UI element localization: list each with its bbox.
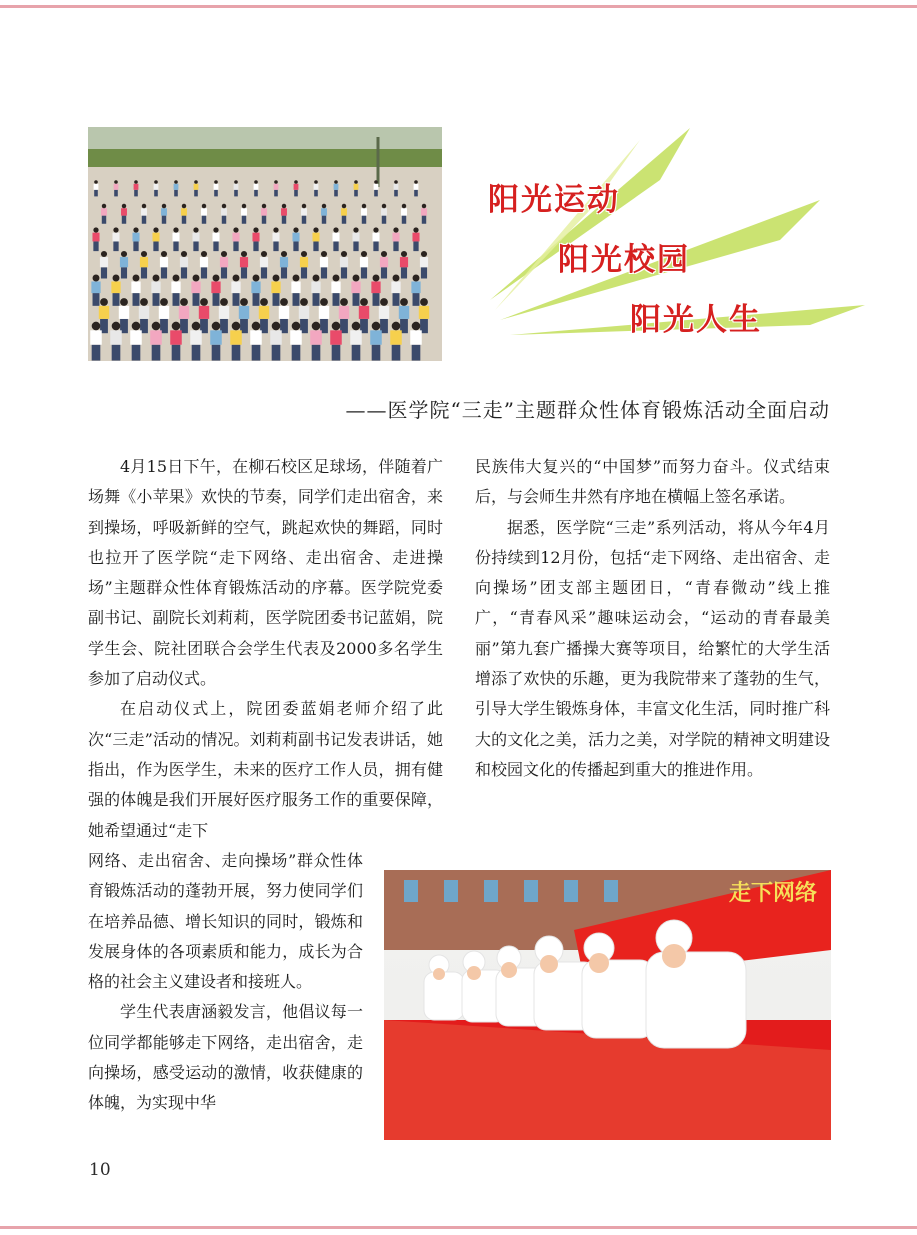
crowd-person-72 [171,275,180,306]
crowd-person-71 [151,275,160,306]
crowd-person-112 [290,322,302,361]
crowd-person-88 [159,298,169,333]
crowd-person-99 [379,298,389,333]
paragraph-1: 4月15日下午，在柳石校区足球场，伴随着广场舞《小苹果》欢快的节奏，同学们走出宿舍，来到操场，呼吸新鲜的空气，跳起欢快的舞蹈，同时也拉开了医学院“走下网络、走出宿舍、走进操场”主题群众性体育锻炼活动的序幕。医学院党委副书记、副院长刘莉莉，医学院团委书记蓝娟，院学生会、院社团联合会学生代表及2000多名学生参加了启动仪式。 [88,457,443,689]
photo-banner-text: 走下网络 [729,881,818,906]
paragraph-2-continued: 网络、走出宿舍、走向操场”群众性体育锻炼活动的蓬勃开展，努力使同学们在培养品德、增长知识的同时，锻炼和发展身体的各项素质和能力，成长为合格的社会主义建设者和接班人。 [88,851,363,992]
crowd-person-48 [372,227,379,251]
crowd-person-2 [134,180,139,196]
crowd-person-21 [181,204,187,224]
crowd-person-8 [254,180,259,196]
crowd-person-45 [312,227,319,251]
crowd-person-86 [119,298,129,333]
crowd-person-63 [340,251,348,279]
left-narrow-column [88,846,363,1119]
crowd-person-68 [91,275,100,306]
crowd-person-6 [214,180,219,196]
crowd-person-70 [131,275,140,306]
crowd-person-5 [194,180,199,196]
crowd-person-56 [200,251,208,279]
crowd-person-18 [121,204,127,224]
slogan-block [480,120,870,350]
crowd-person-104 [130,322,142,361]
crowd-person-35 [112,227,119,251]
crowd-person-12 [334,180,339,196]
crowd-person-16 [414,180,419,196]
crowd-person-116 [370,322,382,361]
slogan-line-1: 阳光运动 [488,182,620,218]
crowd-person-50 [412,227,419,251]
paragraph-3-continued: 民族伟大复兴的“中国梦”而努力奋斗。仪式结束后，与会师生井然有序地在横幅上签名承诺。 [475,457,830,507]
paragraph-3: 学生代表唐涵毅发言，他倡议每一位同学都能够走下网络，走出宿舍，走向操场，感受运动的激情，收获健康的体魄，为实现中华 [88,1002,363,1113]
crowd-person-3 [154,180,159,196]
crowd-person-108 [210,322,222,361]
crowd-person-29 [341,204,347,224]
nurses-signing-photo [384,870,831,1140]
crowd-person-77 [271,275,280,306]
crowd-person-13 [354,180,359,196]
crowd-person-47 [352,227,359,251]
crowd-person-37 [152,227,159,251]
crowd-person-30 [361,204,367,224]
crowd-person-59 [260,251,268,279]
crowd-person-31 [381,204,387,224]
crowd-person-97 [339,298,349,333]
crowd-person-42 [252,227,259,251]
crowd-person-26 [281,204,287,224]
crowd-person-7 [234,180,239,196]
crowd-person-85 [99,298,109,333]
crowd-person-107 [190,322,202,361]
crowd-person-19 [141,204,147,224]
crowd-person-76 [251,275,260,306]
crowd-person-32 [401,204,407,224]
crowd-person-87 [139,298,149,333]
crowd-person-60 [280,251,288,279]
crowd-person-98 [359,298,369,333]
crowd-person-44 [292,227,299,251]
crowd-person-113 [310,322,322,361]
crowd-person-49 [392,227,399,251]
crowd-person-46 [332,227,339,251]
crowd-person-65 [380,251,388,279]
crowd-person-61 [300,251,308,279]
article-subtitle: ——医学院“三走”主题群众性体育锻炼活动全面启动 [345,398,830,422]
crowd-person-111 [270,322,282,361]
crowd-person-96 [319,298,329,333]
crowd-person-15 [394,180,399,196]
crowd-person-80 [331,275,340,306]
slogan-line-3: 阳光人生 [630,302,762,338]
slogan-line-2: 阳光校园 [558,242,690,278]
crowd-person-0 [94,180,99,196]
crowd-person-84 [411,275,420,306]
crowd-person-114 [330,322,342,361]
left-column [88,452,443,846]
crowd-person-17 [101,204,107,224]
crowd-person-38 [172,227,179,251]
crowd-person-75 [231,275,240,306]
crowd-person-101 [419,298,429,333]
crowd-person-79 [311,275,320,306]
crowd-person-58 [240,251,248,279]
crowd-person-34 [92,227,99,251]
crowd-person-118 [410,322,422,361]
crowd-person-110 [250,322,262,361]
crowd-person-41 [232,227,239,251]
crowd-person-66 [400,251,408,279]
crowd-person-92 [239,298,249,333]
crowd-person-24 [241,204,247,224]
crowd-person-10 [294,180,299,196]
crowd-person-105 [150,322,162,361]
crowd-person-83 [391,275,400,306]
bottom-border [0,1226,917,1229]
crowd-person-43 [272,227,279,251]
paragraph-2: 在启动仪式上，院团委蓝娟老师介绍了此次“三走”活动的情况。刘莉莉副书记发表讲话，她指出，作为医学生，未来的医疗工作人员，拥有健强的体魄是我们开展好医疗服务工作的重要保障，她希望通过“走下 [88,699,443,840]
crowd-person-51 [100,251,108,279]
right-column [475,452,830,785]
crowd-person-64 [360,251,368,279]
crowd-person-90 [199,298,209,333]
crowd-person-55 [180,251,188,279]
crowd-person-33 [421,204,427,224]
crowd-person-54 [160,251,168,279]
crowd-person-11 [314,180,319,196]
paragraph-4: 据悉，医学院“三走”系列活动，将从今年4月份持续到12月份，包括“走下网络、走出宿舍、走向操场”团支部主题团日，“青春微动”线上推广，“青春风采”趣味运动会，“运动的青春最美丽”第九套广播操大赛等项目，给繁忙的大学生活增添了欢快的乐趣，更为我院带来了蓬勃的生气，引导大学生锻炼身体，丰富文化生活，同时推广科大的文化之美，活力之美，对学院的精神文明建设和校园文化的传播起到重大的推进作用。 [475,517,830,779]
crowd-person-25 [261,204,267,224]
crowd-person-39 [192,227,199,251]
crowd-person-23 [221,204,227,224]
crowd-person-53 [140,251,148,279]
crowd-person-94 [279,298,289,333]
crowd-person-4 [174,180,179,196]
crowd-person-73 [191,275,200,306]
crowd-person-14 [374,180,379,196]
crowd-person-89 [179,298,189,333]
crowd-person-91 [219,298,229,333]
crowd-person-117 [390,322,402,361]
crowd-person-27 [301,204,307,224]
top-border [0,5,917,8]
crowd-person-57 [220,251,228,279]
crowd-person-1 [114,180,119,196]
crowd-person-103 [110,322,122,361]
crowd-person-100 [399,298,409,333]
crowd-person-106 [170,322,182,361]
crowd-person-67 [420,251,428,279]
crowd-person-9 [274,180,279,196]
crowd-person-62 [320,251,328,279]
crowd-person-69 [111,275,120,306]
crowd-exercise-photo [88,127,442,361]
crowd-person-82 [371,275,380,306]
crowd-person-115 [350,322,362,361]
crowd-person-36 [132,227,139,251]
crowd-person-74 [211,275,220,306]
crowd-person-22 [201,204,207,224]
crowd-person-28 [321,204,327,224]
crowd-person-109 [230,322,242,361]
page-number: 10 [89,1160,111,1180]
crowd-person-95 [299,298,309,333]
crowd-person-78 [291,275,300,306]
crowd-person-81 [351,275,360,306]
crowd-person-40 [212,227,219,251]
crowd-person-93 [259,298,269,333]
crowd-person-20 [161,204,167,224]
crowd-person-102 [90,322,102,361]
crowd-person-52 [120,251,128,279]
